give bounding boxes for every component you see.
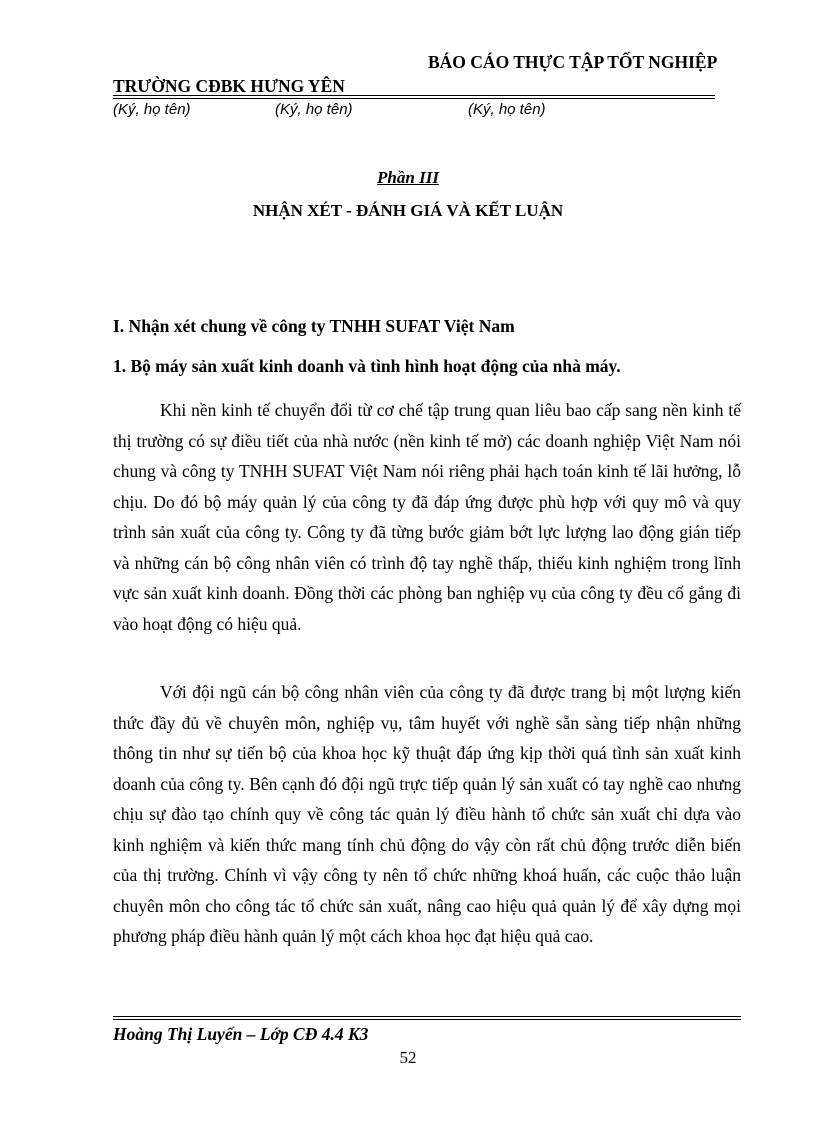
header-rule [113, 95, 715, 96]
page-number: 52 [399, 1048, 417, 1067]
footer-rule [113, 1016, 741, 1017]
body-paragraph-1: Khi nền kinh tế chuyển đổi từ cơ chế tập trung quan liêu bao cấp sang nền kinh tế thị trường có sự điều tiết của nhà nước (nền kinh tế mở) các doanh nghiệp Việt Nam nói chung và công ty TNHH SUFAT Việt Nam nói riêng phải hạch toán kinh tế lãi hưởng, lỗ chịu. Do đó bộ máy quản lý của công ty đã đáp ứng được phù hợp với quy mô và quy trình sản xuất của công ty. Công ty đã từng bước giảm bớt lực lượng lao động gián tiếp và những cán bộ công nhân viên có trình độ tay nghề thấp, thiếu kinh nghiệm trong lĩnh vực sản xuất kinh doanh. Đồng thời các phòng ban nghiệp vụ của công ty đều cố gắng đi vào hoạt động có hiệu quả. [113, 400, 741, 634]
body-paragraph-2: Với đội ngũ cán bộ công nhân viên của công ty đã được trang bị một lượng kiến thức đầy đủ về chuyên môn, nghiệp vụ, tâm huyết với nghề sẵn sàng tiếp nhận những thông tin như sự tiến bộ của khoa học kỹ thuật đáp ứng kịp thời quá tình sản xuất kinh doanh của công ty. Bên cạnh đó đội ngũ trực tiếp quản lý sản xuất có tay nghề cao nhưng chịu sự đào tạo chính quy về công tác quản lý điều hành tổ chức sản xuất chỉ dựa vào kinh nghiệm và kiến thức mang tính chủ động do vậy còn rất chủ động trước diễn biến của thị trường. Chính vì vậy công ty nên tổ chức những khoá huấn, các cuộc thảo luận chuyên môn cho công tác tổ chức sản xuất, nâng cao hiệu quả quản lý để xây dựng mọi phương pháp điều hành quản lý một cách khoa học đạt hiệu quả cao. [113, 682, 741, 946]
signature-placeholder-1: (Ký, họ tên) [113, 101, 191, 118]
signature-placeholder-3: (Ký, họ tên) [468, 101, 546, 118]
section-heading: I. Nhận xét chung về công ty TNHH SUFAT Việt Nam [113, 316, 515, 336]
signature-placeholder-2: (Ký, họ tên) [275, 101, 353, 118]
subsection-heading: 1. Bộ máy sản xuất kinh doanh và tình hình hoạt động của nhà máy. [113, 356, 621, 376]
header-rule-thin [113, 98, 715, 99]
footer-author: Hoàng Thị Luyến – Lớp CĐ 4.4 K3 [113, 1024, 369, 1044]
school-name: TRƯỜNG CĐBK HƯNG YÊN [113, 76, 345, 96]
part-label: Phần III [377, 168, 439, 187]
report-title: BÁO CÁO THỰC TẬP TỐT NGHIỆP [428, 52, 718, 72]
part-title: NHẬN XÉT - ĐÁNH GIÁ VÀ KẾT LUẬN [252, 201, 564, 220]
footer-rule-thin [113, 1019, 741, 1020]
